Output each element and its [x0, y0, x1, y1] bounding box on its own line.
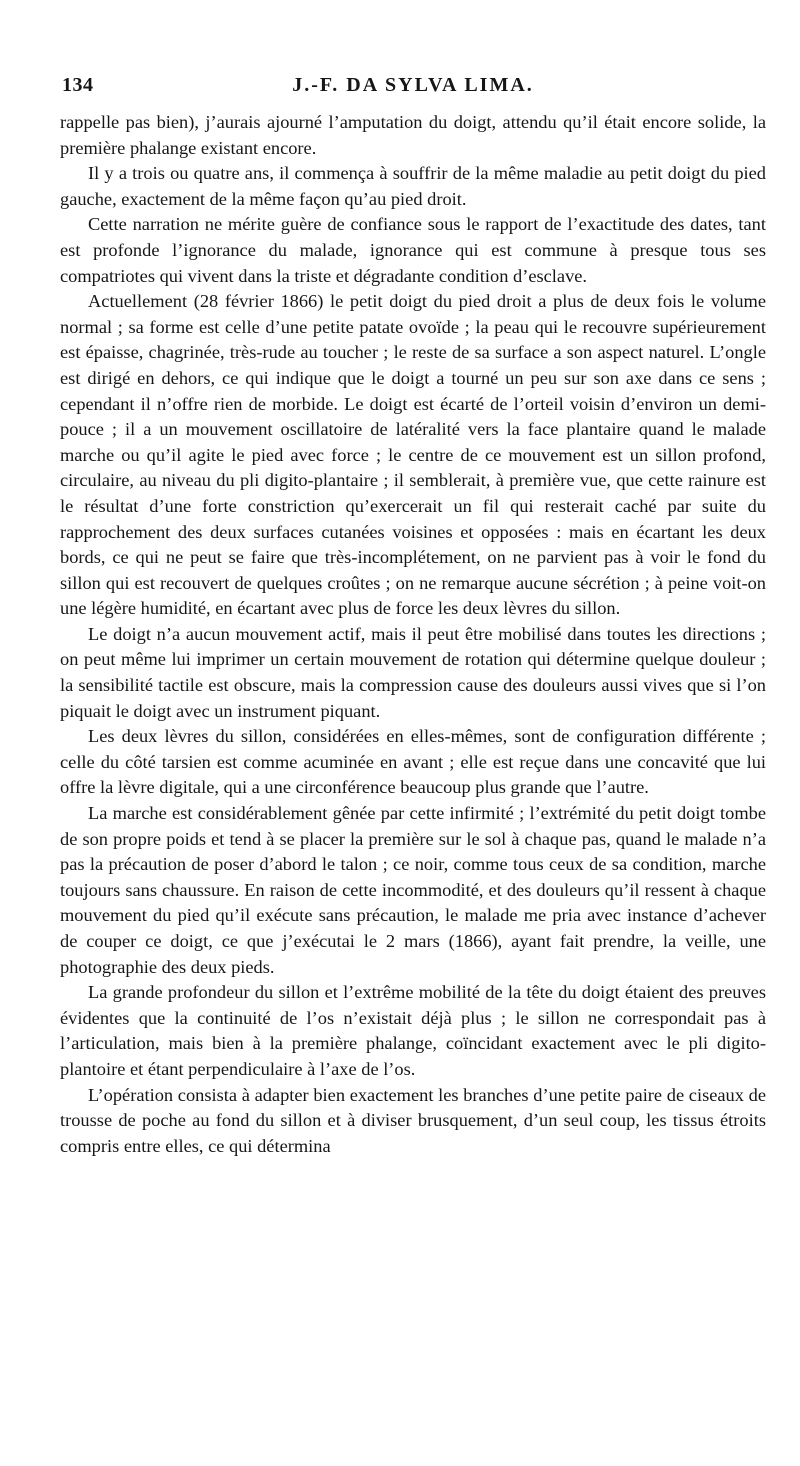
- paragraph-continuation: rappelle pas bien), j’aurais ajourné l’amputation du doigt, attendu qu’il était encore solide, la première phalange existant encore.: [60, 112, 766, 158]
- paragraph: Le doigt n’a aucun mouvement actif, mais il peut être mobilisé dans toutes les directions ; on peut même lui imprimer un certain mouvement de rotation qui détermine quelque douleur ; la sensibilité tactile est obscure, mais la compression cause des douleurs aussi vives que si l’on piquait le doigt avec un instrument piquant.: [60, 623, 766, 721]
- running-title: J.-F. DA SYLVA LIMA.: [292, 74, 534, 96]
- page-number: 134: [62, 74, 94, 96]
- paragraph: Actuellement (28 février 1866) le petit doigt du pied droit a plus de deux fois le volume normal ; sa forme est celle d’une petite patate ovoïde ; la peau qui le recouvre supérieurement est épaisse, chagrinée, très-rude au toucher ; le reste de sa surface a son aspect naturel. L’ongle est dirigé en dehors, ce qui indique que le doigt a tourné un peu sur son axe dans ce sens ; cependant il n’offre rien de morbide. Le doigt est écarté de l’orteil voisin d’environ un demi-pouce ; il a un mouvement oscillatoire de latéralité vers la face plantaire quand le malade marche ou qu’il agite le pied avec force ; le centre de ce mouvement est un sillon profond, circulaire, au niveau du pli digito-plantaire ; il semblerait, à première vue, que cette rainure est le résultat d’une forte constriction qu’exercerait un fil qui resterait caché par suite du rapprochement des deux surfaces cutanées voisines et opposées : mais en écartant les deux bords, ce qui ne peut se faire que très-incomplétement, on ne parvient pas à voir le fond du sillon qui est recouvert de quelques croûtes ; on ne remarque aucune sécrétion ; à peine voit-on une légère humidité, en écartant avec plus de force les deux lèvres du sillon.: [60, 291, 766, 619]
- paragraph: La grande profondeur du sillon et l’extrême mobilité de la tête du doigt étaient des preuves évidentes que la continuité de l’os n’existait déjà plus ; le sillon ne correspondait pas à l’articulation, mais bien à la première phalange, coïncidant exactement avec le pli digito-plantoire et étant perpendiculaire à l’axe de l’os.: [60, 982, 766, 1079]
- paragraph: La marche est considérablement gênée par cette infirmité ; l’extrémité du petit doigt tombe de son propre poids et tend à se placer la première sur le sol à chaque pas, quand le malade n’a pas la précaution de poser d’abord le talon ; ce noir, comme tous ceux de sa condition, marche toujours sans chaussure. En raison de cette incommodité, et des douleurs qu’il ressent à chaque mouvement du pied qu’il exécute sans précaution, le malade me pria avec instance d’achever de couper ce doigt, ce que j’exécutai le 2 mars (1866), ayant fait prendre, la veille, une photographie des deux pieds.: [60, 803, 766, 977]
- paragraph: Les deux lèvres du sillon, considérées en elles-mêmes, sont de configuration différente ; celle du côté tarsien est comme acuminée en avant ; elle est reçue dans une concavité que lui offre la lèvre digitale, qui a une circonférence beaucoup plus grande que l’autre.: [60, 726, 766, 798]
- paragraph: L’opération consista à adapter bien exactement les branches d’une petite paire de ciseaux de trousse de poche au fond du sillon et à diviser brusquement, d’un seul coup, les tissus étroits compris entre elles, ce qui détermina: [60, 1084, 766, 1156]
- book-page: [60, 74, 766, 1159]
- paragraph: Il y a trois ou quatre ans, il commença à souffrir de la même maladie au petit doigt du pied gauche, exactement de la même façon qu’au pied droit.: [60, 163, 766, 209]
- running-head: [60, 74, 766, 110]
- paragraph: Cette narration ne mérite guère de confiance sous le rapport de l’exactitude des dates, tant est profonde l’ignorance du malade, ignorance qui est commune à presque tous ses compatriotes qui vivent dans la triste et dégradante condition d’esclave.: [60, 214, 766, 286]
- body-text: [60, 110, 766, 1159]
